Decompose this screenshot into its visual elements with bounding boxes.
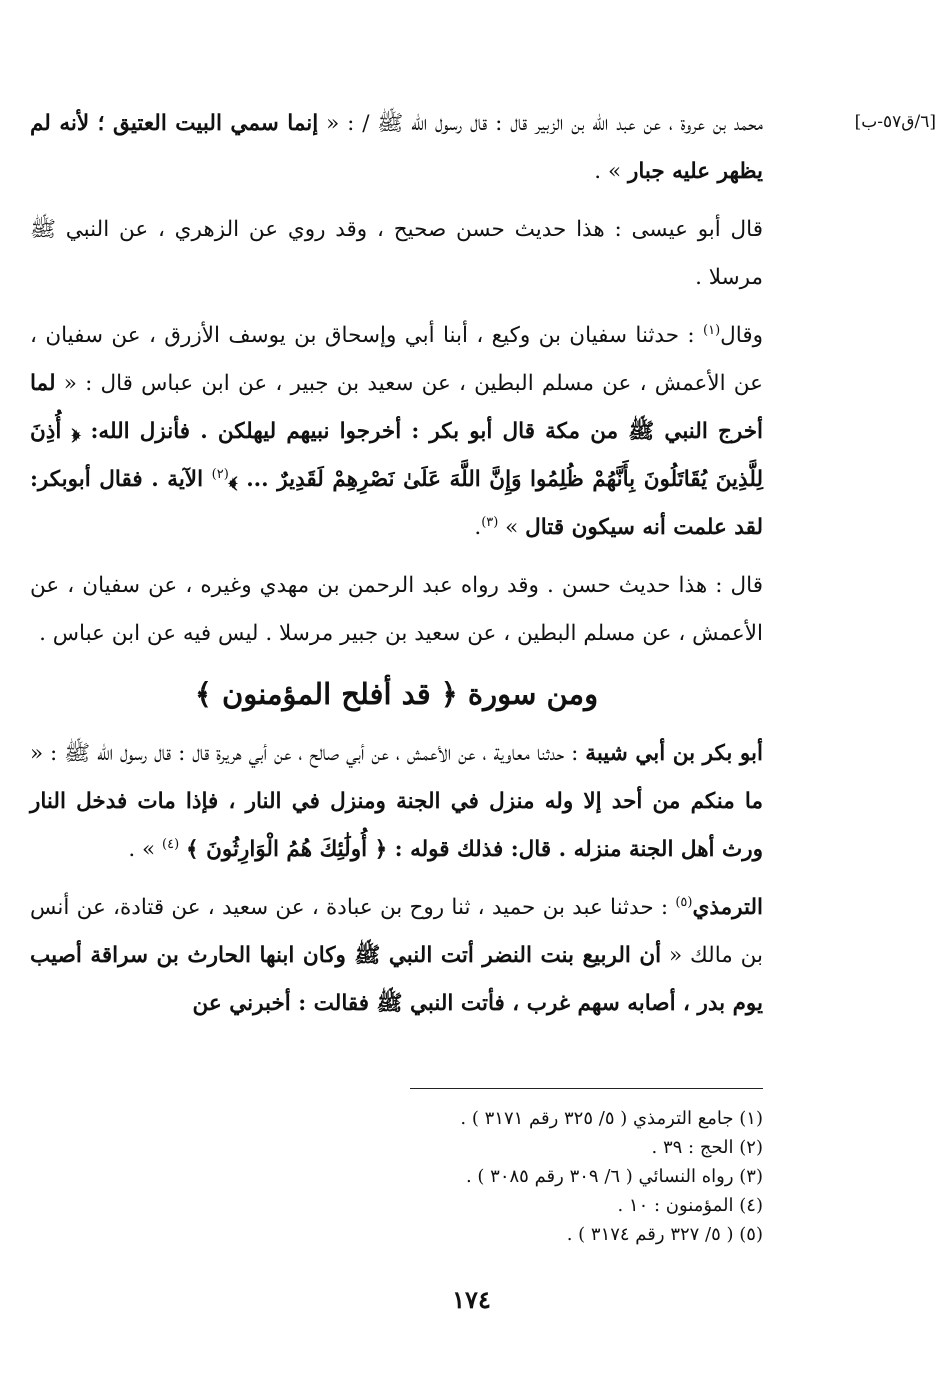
- text-segment: .: [474, 515, 482, 540]
- footnote-divider: [410, 1088, 763, 1089]
- text-segment: : حدثنا عبد بن حميد ، ثنا روح بن عبادة ، عن سعيد ، عن قتادة، عن أنس بن مالك «: [30, 895, 763, 968]
- text-segment: » .: [594, 159, 628, 184]
- text-segment: [179, 837, 186, 862]
- text-segment: قال : هذا حديث حسن . وقد رواه عبد الرحمن بن مهدي وغيره ، عن سفيان ، عن الأعمش ، عن مسلم البطين ، عن سعيد بن جبير مرسلا . ليس فيه عن ابن عباس .: [30, 573, 763, 646]
- footnote-ref: (٤): [162, 836, 180, 852]
- text-segment: »: [498, 515, 526, 540]
- page-number: ١٧٤: [452, 1285, 491, 1314]
- text-segment: محمد بن عروة ، عن عبد الله بن الزبير قال : قال رسول الله ﷺ / : «: [318, 111, 763, 136]
- text-segment: ما منكم من أحد إلا وله منزل في الجنة ومنزل في النار ، فإذا مات فدخل النار ورث أهل الجنة منزله . قال: فذلك قوله : ﴿ أُولَٰئِكَ هُمُ الْوَارِثُونَ ﴾: [30, 789, 763, 862]
- paragraph: [30, 206, 763, 302]
- text-segment: » .: [128, 837, 163, 862]
- footnote: (٥) ( ٥/ ٣٢٧ رقم ٣١٧٤ ) .: [566, 1224, 763, 1245]
- paragraph: [30, 312, 763, 552]
- text-segment: أن الربيع بنت النضر أتت النبي ﷺ وكان ابنها الحارث بن سراقة أصيب يوم بدر ، أصابه سهم غرب ، فأتت النبي ﷺ فقالت : أخبرني عن: [30, 943, 763, 1016]
- text-segment: الترمذي: [692, 895, 763, 920]
- paragraph: [30, 884, 763, 1028]
- footnotes: [150, 1104, 763, 1249]
- text-segment: لما أخرج النبي ﷺ من مكة قال أبو بكر : أخرجوا نبيهم ليهلكن . فأنزل الله: ﴿ أُذِنَ لِلَّذِينَ يُقَاتَلُونَ بِأَنَّهُمْ ظُلِمُوا وَإِنَّ اللَّهَ عَلَىٰ نَصْرِهِمْ لَقَدِيرٌ ... ﴾: [30, 371, 763, 492]
- footnote-ref: (٣): [481, 514, 499, 530]
- chapter-heading: ومن سورة ﴿ قد أفلح المؤمنون ﴾: [194, 677, 599, 711]
- footnote-ref: (٢): [211, 466, 229, 482]
- paragraph: [30, 562, 763, 658]
- footnote: (١) جامع الترمذي ( ٥/ ٣٢٥ رقم ٣١٧١ ) .: [460, 1108, 763, 1129]
- paragraph: [30, 100, 763, 196]
- footnote-ref: (٥): [675, 894, 693, 910]
- main-text: [30, 100, 763, 1038]
- text-segment: الآية . فقال أبوبكر: لقد علمت أنه سيكون قتال: [30, 467, 763, 540]
- footnote-ref: (١): [703, 322, 721, 338]
- manuscript-folio-note: [٦/ق٥٧-ب]: [854, 112, 936, 132]
- body-section-2: [30, 730, 763, 1028]
- text-segment: قال أبو عيسى : هذا حديث حسن صحيح ، وقد روي عن الزهري ، عن النبي ﷺ مرسلا .: [30, 217, 763, 290]
- text-segment: : حدثنا سفيان بن وكيع ، أبنا أبي وإسحاق بن يوسف الأزرق ، عن سفيان ، عن الأعمش ، عن مسلم البطين ، عن سعيد بن جبير ، عن ابن عباس قال : «: [30, 323, 763, 396]
- footnote: (٤) المؤمنون : ١٠ .: [617, 1195, 763, 1216]
- text-segment: : حدثنا معاوية ، عن الأعمش ، عن أبي صالح ، عن أبي هريرة قال : قال رسول الله ﷺ : «: [30, 741, 586, 766]
- paragraph: [30, 730, 763, 874]
- footnote: (٢) الحج : ٣٩ .: [651, 1137, 763, 1158]
- footnote: (٣) رواه النسائي ( ٦/ ٣٠٩ رقم ٣٠٨٥ ) .: [465, 1166, 763, 1187]
- text-segment: وقال: [720, 323, 763, 348]
- text-segment: أبو بكر بن أبي شيبة: [585, 741, 763, 766]
- text-segment: إنما سمي البيت العتيق ؛ لأنه لم يظهر عليه جبار: [30, 111, 763, 184]
- body-section-1: [30, 100, 763, 658]
